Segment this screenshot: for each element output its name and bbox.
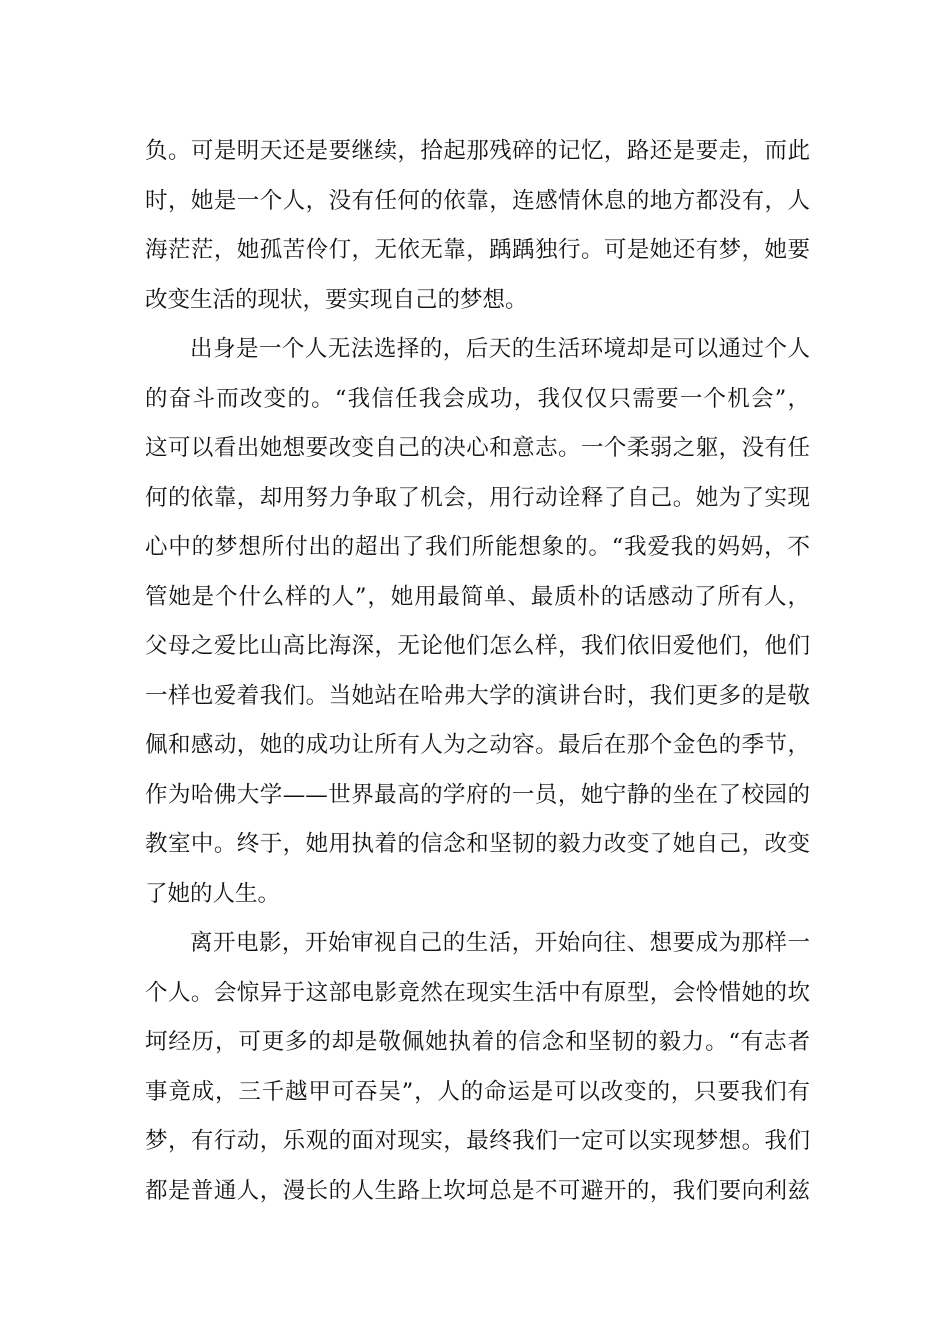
paragraph-2-line-7: 父母之爱比山高比海深，无论他们怎么样，我们依旧爱他们，他们	[145, 633, 810, 659]
paragraph-2-line-10: 作为哈佛大学——世界最高的学府的一员，她宁静的坐在了校园的	[145, 781, 810, 808]
paragraph-3-line-5: 梦，有行动，乐观的面对现实，最终我们一定可以实现梦想。我们	[145, 1128, 810, 1154]
paragraph-2-line-6: 管她是个什么样的人”，她用最简单、最质朴的话感动了所有人，	[145, 583, 810, 610]
paragraph-2-line-11: 教室中。终于，她用执着的信念和坚韧的毅力改变了她自己，改变	[145, 831, 810, 857]
paragraph-2-line-8: 一样也爱着我们。当她站在哈弗大学的演讲台时，我们更多的是敬	[145, 682, 810, 709]
paragraph-2-line-1: 出身是一个人无法选择的，后天的生活环境却是可以通过个人	[190, 336, 810, 362]
paragraph-1-line-3: 海茫茫，她孤苦伶仃，无依无靠，踽踽独行。可是她还有梦，她要	[145, 237, 810, 263]
paragraph-3-line-4: 事竟成，三千越甲可吞吴”，人的命运是可以改变的，只要我们有	[145, 1078, 810, 1105]
paragraph-1-line-4: 改变生活的现状，要实现自己的梦想。	[145, 286, 528, 313]
paragraph-2-line-3: 这可以看出她想要改变自己的决心和意志。一个柔弱之躯，没有任	[145, 435, 810, 461]
paragraph-2-line-9: 佩和感动，她的成功让所有人为之动容。最后在那个金色的季节，	[145, 732, 810, 758]
paragraph-1-line-2: 时，她是一个人，没有任何的依靠，连感情休息的地方都没有，人	[145, 187, 810, 214]
paragraph-2-line-2: 的奋斗而改变的。“我信任我会成功，我仅仅只需要一个机会”，	[145, 385, 810, 412]
paragraph-1-line-1: 负。可是明天还是要继续，拾起那残碎的记忆，路还是要走，而此	[145, 138, 810, 164]
paragraph-2-line-5: 心中的梦想所付出的超出了我们所能想象的。“我爱我的妈妈，不	[145, 534, 810, 560]
paragraph-3-line-1: 离开电影，开始审视自己的生活，开始向往、想要成为那样一	[190, 930, 810, 956]
document-body	[145, 127, 810, 1216]
paragraph-3-line-2: 个人。会惊异于这部电影竟然在现实生活中有原型，会怜惜她的坎	[145, 979, 810, 1006]
paragraph-2-line-12: 了她的人生。	[145, 880, 281, 907]
paragraph-3-line-3: 坷经历，可更多的却是敬佩她执着的信念和坚韧的毅力。“有志者	[145, 1029, 810, 1055]
paragraph-2-line-4: 何的依靠，却用努力争取了机会，用行动诠释了自己。她为了实现	[145, 484, 810, 511]
paragraph-3-line-6: 都是普通人，漫长的人生路上坎坷总是不可避开的，我们要向利兹	[145, 1177, 810, 1204]
